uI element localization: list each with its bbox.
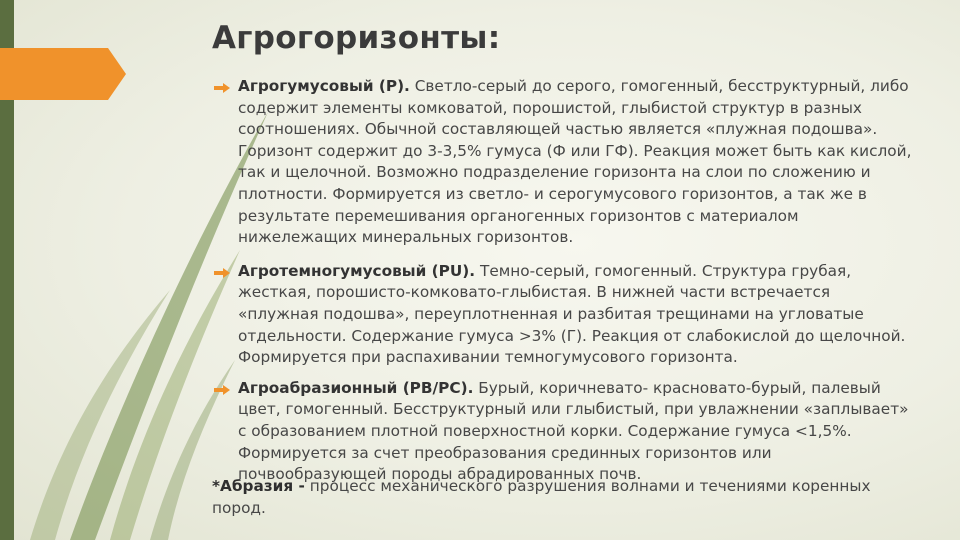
footnote-term: *Абразия - [212, 477, 305, 495]
bullet-text: Светло-серый до серого, гомогенный, бесструктурный, либо содержит элементы комковатой, порошистой, глыбистой структур в разных соотношениях. Обычной составляющей частью является «плужная подошва». Горизонт содержит до 3-3,5% гумуса (Ф или ГФ). Реакция может быть как кислой, так и щелочной. Возможно подразделение горизонта на слои по сложению и плотности. Формируется из светло- и серогумусового горизонтов, а так же в результате перемешивания органогенных горизонтов с материалом нижележащих минеральных горизонтов. [238, 77, 912, 247]
footnote [212, 476, 912, 519]
bullet-item [212, 378, 912, 486]
bullet-term: Агроабразионный (PB/PC). [238, 378, 474, 397]
bullet-list [212, 76, 912, 498]
title-accent-tab [0, 48, 126, 100]
footnote-text: процесс механического разрушения волнами и течениями коренных пород. [212, 477, 871, 517]
arrow-right-icon [214, 268, 230, 278]
arrow-right-icon [214, 385, 230, 395]
arrow-right-icon [214, 83, 230, 93]
bullet-item [212, 76, 912, 249]
slide-title: Агрогоризонты: [212, 20, 501, 56]
bullet-term: Агротемногумусовый (PU). [238, 261, 476, 280]
bullet-item [212, 261, 912, 369]
bullet-text: Темно-серый, гомогенный. Структура грубая, жесткая, порошисто-комковато-глыбистая. В нижней части встречается «плужная подошва», переуплотненная и разбитая трещинами на угловатые отдельности. Содержание гумуса >3% (Г). Реакция от слабокислой до щелочной. Формируется при распахивании темногумусового горизонта. [238, 261, 906, 367]
bullet-term: Агрогумусовый (Р). [238, 77, 410, 95]
bullet-text: Бурый, коричневато- красновато-бурый, палевый цвет, гомогенный. Бесструктурный или глыбистый, при увлажнении «заплывает» с образованием плотной поверхностной корки. Содержание гумуса <1,5%. Формируется за счет преобразования срединных горизонтов или почвообразующей породы абрадированных почв. [238, 378, 909, 484]
